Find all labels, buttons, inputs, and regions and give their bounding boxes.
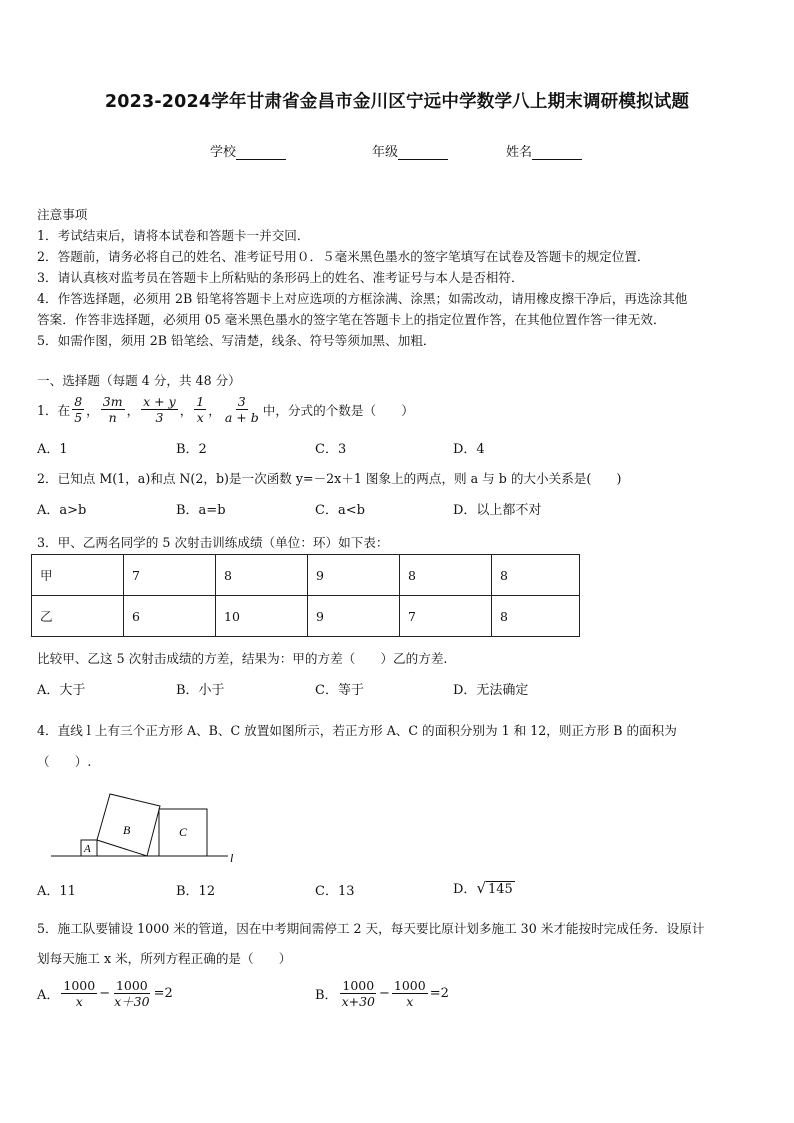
grade-label: 年级 [372, 145, 399, 160]
table-cell: 9 [308, 555, 400, 596]
option-b[interactable]: B．2 [176, 442, 207, 457]
option-c[interactable]: C．3 [315, 442, 347, 457]
option-a[interactable]: A．大于 [37, 683, 86, 698]
option-d[interactable]: D．无法确定 [453, 683, 529, 698]
label-c: C [179, 825, 188, 839]
label-l: l [230, 851, 234, 865]
sqrt-radicand: 145 [488, 882, 513, 897]
section-heading: 一、选择题（每题 4 分，共 48 分） [37, 373, 241, 388]
option-c[interactable]: C．a<b [315, 503, 365, 518]
question-1 [37, 390, 414, 428]
row-name: 甲 [32, 555, 124, 596]
score-table [31, 554, 580, 637]
note-item: 5．如需作图，须用 2B 铅笔绘、写清楚，线条、符号等须加黑、加粗． [37, 333, 436, 348]
note-item: 2．答题前，请务必将自己的姓名、准考证号用０．５毫米黑色墨水的签字笔填写在试卷及答题卡的规定位置． [37, 249, 650, 264]
option-d-label: D． [453, 882, 477, 897]
school-label: 学校 [210, 145, 237, 160]
question-3: 3．甲、乙两名同学的 5 次射击训练成绩（单位：环）如下表： [37, 535, 389, 550]
note-item: 1．考试结束后，请将本试卷和答题卡一并交回． [37, 228, 310, 243]
minus-sign: − [379, 985, 390, 1001]
option-d[interactable] [453, 878, 515, 897]
fraction: $\frac{1000}{x+30}$ [341, 977, 375, 1009]
equation-rhs: =2 [153, 985, 173, 1001]
name-label: 姓名 [506, 145, 533, 160]
option-a[interactable]: A．11 [37, 884, 76, 899]
minus-sign: − [99, 985, 111, 1001]
separator: ， [208, 402, 221, 418]
question-3-followup: 比较甲、乙这 5 次射击成绩的方差，结果为：甲的方差（ ）乙的方差. [37, 651, 448, 666]
note-item: 4．作答选择题，必须用 2B 铅笔将答题卡上对应选项的方框涂满、涂黑；如需改动，请用橡皮擦干净后，再选涂其他 [37, 291, 688, 306]
grade-field[interactable] [372, 141, 448, 160]
row-name: 乙 [32, 596, 124, 637]
page-title: 2023-2024学年甘肃省金昌市金川区宁远中学数学八上期末调研模拟试题 [104, 92, 690, 112]
separator: ， [126, 402, 140, 418]
equation-rhs: =2 [429, 985, 449, 1001]
option-c[interactable]: C．13 [315, 884, 355, 899]
table-cell: 10 [216, 596, 308, 637]
fraction: $\frac{8}{5}$ [74, 393, 83, 425]
note-item: 3．请认真核对监考员在答题卡上所粘贴的条形码上的姓名、准考证号与本人是否相符． [37, 270, 524, 285]
table-cell: 6 [124, 596, 216, 637]
sqrt-sign: √ [476, 879, 486, 897]
table-cell: 8 [216, 555, 308, 596]
fraction: $\frac{x + y}{3}$ [143, 393, 176, 425]
separator: ， [179, 402, 193, 418]
q1-suffix: 中，分式的个数是（ ） [262, 402, 414, 418]
fraction: $\frac{3}{a + b}$ [224, 393, 259, 425]
option-d[interactable]: D．以上都不对 [453, 503, 542, 518]
option-b[interactable]: B．小于 [176, 683, 225, 698]
fraction: $\frac{1000}{x}$ [393, 977, 426, 1009]
option-c[interactable]: C．等于 [315, 683, 364, 698]
option-b[interactable]: B．12 [176, 884, 216, 899]
fraction: $\frac{1000}{x}$ [63, 977, 96, 1009]
separator: ， [86, 402, 99, 418]
q1-prefix: 1．在 [37, 402, 71, 418]
question-2: 2．已知点 M(1，a)和点 N(2，b)是一次函数 y=－2x＋1 图象上的两点，则 a 与 b 的大小关系是( ) [37, 471, 622, 486]
table-row [32, 596, 580, 637]
fraction: $\frac{1000}{x+30}$ [114, 977, 150, 1009]
table-cell: 7 [400, 596, 492, 637]
label-b: B [123, 823, 131, 837]
note-item: 答案．作答非选择题，必须用 05 毫米黑色墨水的签字笔在答题卡上的指定位置作答，在其他位置作答一律无效． [37, 312, 666, 327]
question-4-line2: （ ）. [37, 754, 92, 769]
table-cell: 9 [308, 596, 400, 637]
table-row [32, 555, 580, 596]
question-5: 5．施工队要铺设 1000 米的管道，因在中考期间需停工 2 天，每天要比原计划多施工 30 米才能按时完成任务．设原计 [37, 921, 705, 936]
option-b[interactable]: B．a=b [176, 503, 226, 518]
table-cell: 7 [124, 555, 216, 596]
question-5-line2: 划每天施工 x 米，所列方程正确的是（ ） [37, 951, 292, 966]
fraction: $\frac{3m}{n}$ [102, 393, 123, 425]
fraction: $\frac{1}{x}$ [196, 393, 205, 425]
notes-heading: 注意事项 [37, 207, 88, 222]
option-b-label: B． [315, 987, 338, 1003]
label-a: A [84, 843, 91, 855]
squares-figure [48, 788, 248, 866]
table-cell: 8 [400, 555, 492, 596]
table-cell: 8 [492, 555, 580, 596]
table-cell: 8 [492, 596, 580, 637]
name-field[interactable] [506, 141, 582, 160]
option-a[interactable]: A．1 [37, 442, 68, 457]
option-a[interactable] [37, 974, 173, 1012]
option-d[interactable]: D．4 [453, 442, 485, 457]
school-field[interactable] [210, 141, 286, 160]
option-a-label: A． [37, 987, 60, 1003]
option-b[interactable] [315, 974, 449, 1012]
question-4: 4．直线 l 上有三个正方形 A、B、C 放置如图所示，若正方形 A、C 的面积分别为 1 和 12，则正方形 B 的面积为 [37, 723, 677, 738]
option-a[interactable]: A．a>b [37, 503, 87, 518]
